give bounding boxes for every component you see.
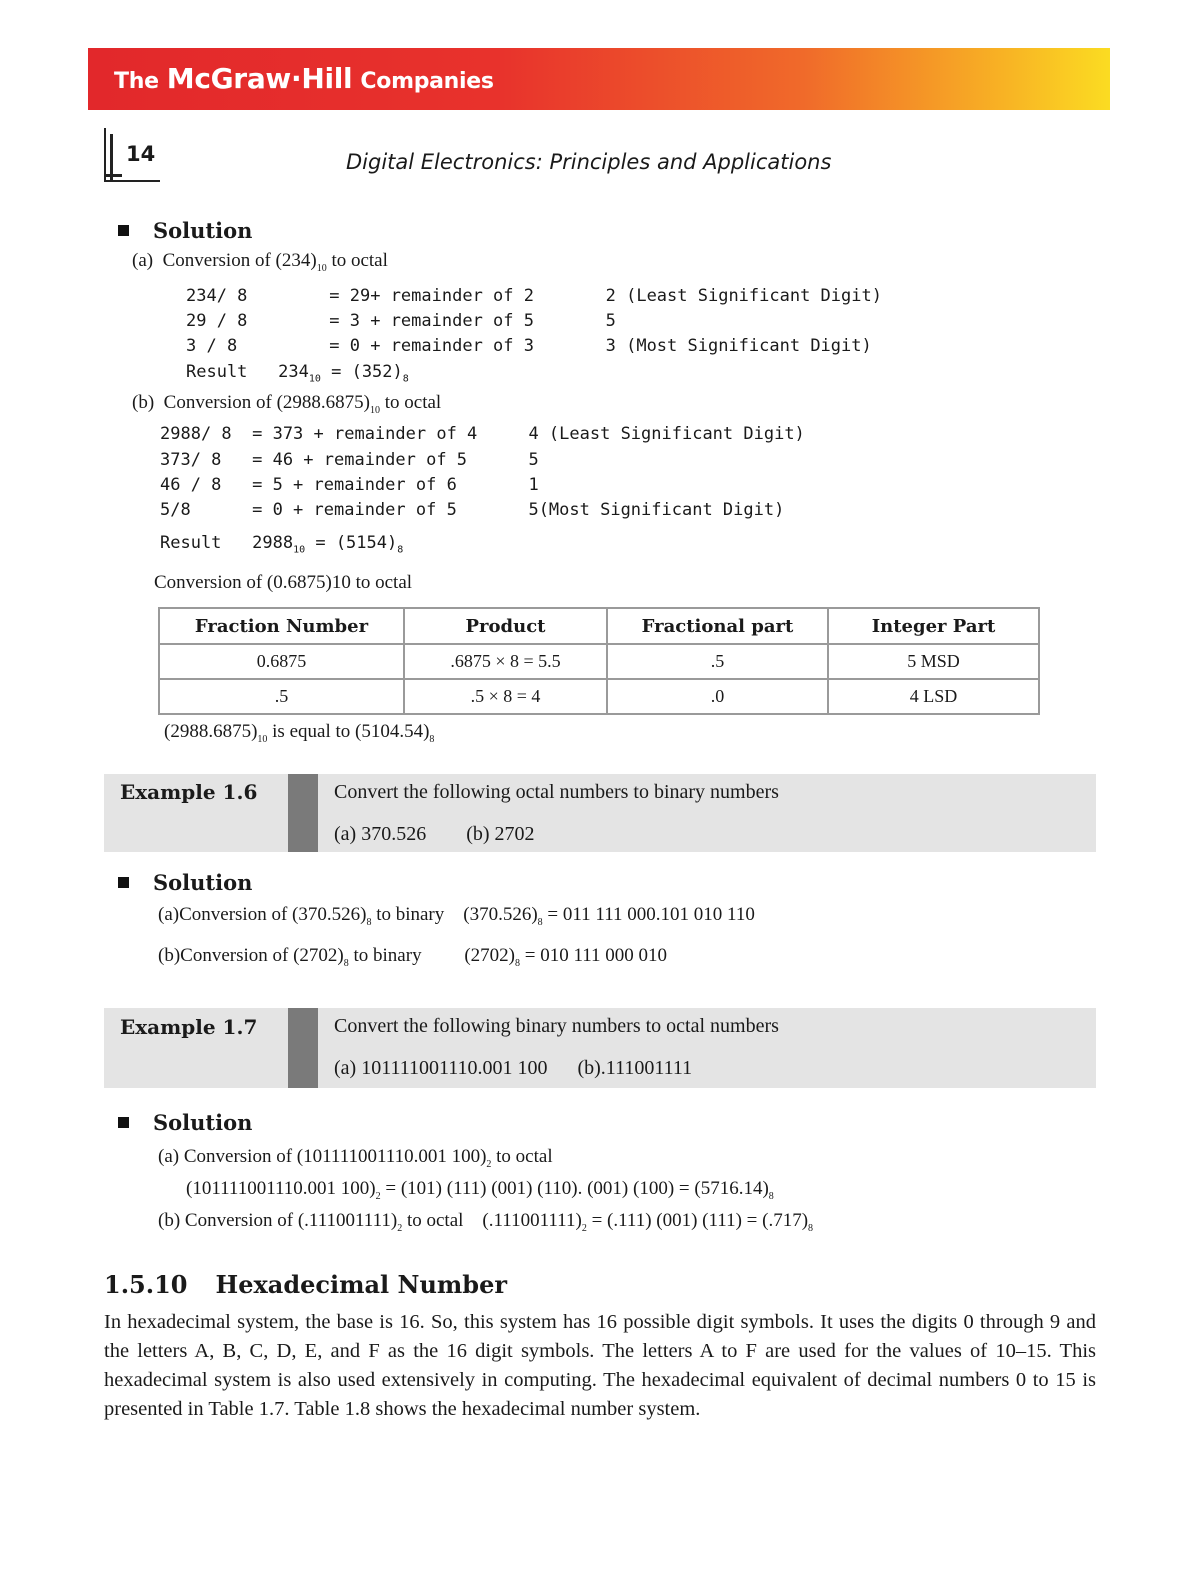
fraction-conversion-table: [158, 607, 1040, 715]
final-result: $(2988.6875)_{10}$ is equal to $(5104.54)_8$: [164, 721, 435, 745]
solution-line-b: (b)Conversion of $(2702)_8$ to binary $(2702)_8 = 010$ 111 000 010: [158, 945, 668, 969]
example-accent-bar: [288, 1008, 318, 1088]
fraction-intro: Conversion of (0.6875)10 to octal: [154, 572, 413, 593]
division-row: 3 / 8 = 0 + remainder of 3 3 (Most Significant Digit): [186, 336, 872, 356]
table-cell: 0.6875: [159, 644, 404, 679]
division-row: 2988/ 8 = 373 + remainder of 4 4 (Least Significant Digit): [160, 424, 805, 444]
solution-line-a-detail: (101111001110.001 $100)_2 = (101)$ (111) (001) (110). (001) $(100) = (5716.14)_8$: [186, 1178, 774, 1202]
solution-line-a: (a) Conversion of (101111001110.001 $100)_2$ to octal: [158, 1146, 553, 1170]
table-cell: 4 LSD: [828, 679, 1039, 714]
solution-heading: Solution: [118, 1110, 252, 1135]
publisher-banner: [88, 48, 1110, 110]
example-box-1-7: [104, 1008, 1096, 1088]
bullet-square-icon: [118, 1117, 129, 1128]
page-number: 14: [126, 142, 156, 166]
result-line: Result $234_{10} = (352)_8$: [186, 362, 409, 385]
table-header: Integer Part: [828, 608, 1039, 644]
result-line: Result $2988_{10} = (5154)_8$: [160, 533, 404, 556]
bullet-square-icon: [118, 225, 129, 236]
example-question: Convert the following binary numbers to octal numbers: [334, 1015, 779, 1037]
table-header: Product: [404, 608, 607, 644]
example-options: (a) 101111001110.001 100 (b).111001111: [334, 1057, 693, 1079]
table-cell: .5: [607, 644, 828, 679]
solution-heading: Solution: [118, 218, 252, 243]
division-row: 46 / 8 = 5 + remainder of 6 1: [160, 475, 539, 495]
section-body-paragraph: In hexadecimal system, the base is 16. So, this system has 16 possible digit symbols. It uses the digits 0 through 9 and the letters A, B, C, D, E, and F as the 16 digit symbols. The letters A to F are used for the values of 10–15. This hexadecimal system is also used extensively in computing. The hexadecimal equivalent of decimal numbers 0 to 15 is presented in Table 1.7. Table 1.8 shows the hexadecimal number system.: [104, 1311, 1096, 1420]
table-cell: .6875 × 8 = 5.5: [404, 644, 607, 679]
section-number: 1.5.10: [104, 1270, 188, 1299]
table-cell: .0: [607, 679, 828, 714]
division-row: 373/ 8 = 46 + remainder of 5 5: [160, 450, 539, 470]
section-heading: [104, 1270, 507, 1299]
example-question: Convert the following octal numbers to binary numbers: [334, 781, 779, 803]
bullet-square-icon: [118, 877, 129, 888]
publisher-logo: The McGraw·Hill Companies: [114, 62, 494, 95]
table-row: [159, 644, 1039, 679]
section-title: Hexadecimal Number: [215, 1270, 507, 1299]
table-row: [159, 679, 1039, 714]
example-label: Example 1.6: [120, 780, 258, 804]
example-label: Example 1.7: [120, 1015, 258, 1039]
example-box-1-6: [104, 774, 1096, 852]
table-header: Fraction Number: [159, 608, 404, 644]
table-cell: .5 × 8 = 4: [404, 679, 607, 714]
solution-line-a: (a)Conversion of $(370.526)_8$ to binary $(370.526)_8 = 011$ 111 000.101 010 110: [158, 904, 755, 928]
solution-heading: Solution: [118, 870, 252, 895]
part-b-intro: (b) Conversion of $(2988.6875)_{10}$ to octal: [132, 392, 442, 416]
table-cell: .5: [159, 679, 404, 714]
example-options: (a) 370.526 (b) 2702: [334, 823, 535, 845]
running-title: Digital Electronics: Principles and Applications: [346, 150, 832, 174]
table-header-row: [159, 608, 1039, 644]
division-row: 29 / 8 = 3 + remainder of 5 5: [186, 311, 616, 331]
solution-line-b: (b) Conversion of $(.111001111)_2$ to octal $(.111001111)_2 = (.111)$ (001) $(111) = (.717)_8$: [158, 1210, 814, 1234]
table-header: Fractional part: [607, 608, 828, 644]
part-a-intro: (a) Conversion of $(234)_{10}$ to octal: [132, 250, 388, 274]
table-cell: 5 MSD: [828, 644, 1039, 679]
division-row: 5/8 = 0 + remainder of 5 5(Most Significant Digit): [160, 500, 785, 520]
example-accent-bar: [288, 774, 318, 852]
division-row: 234/ 8 = 29+ remainder of 2 2 (Least Significant Digit): [186, 286, 882, 306]
